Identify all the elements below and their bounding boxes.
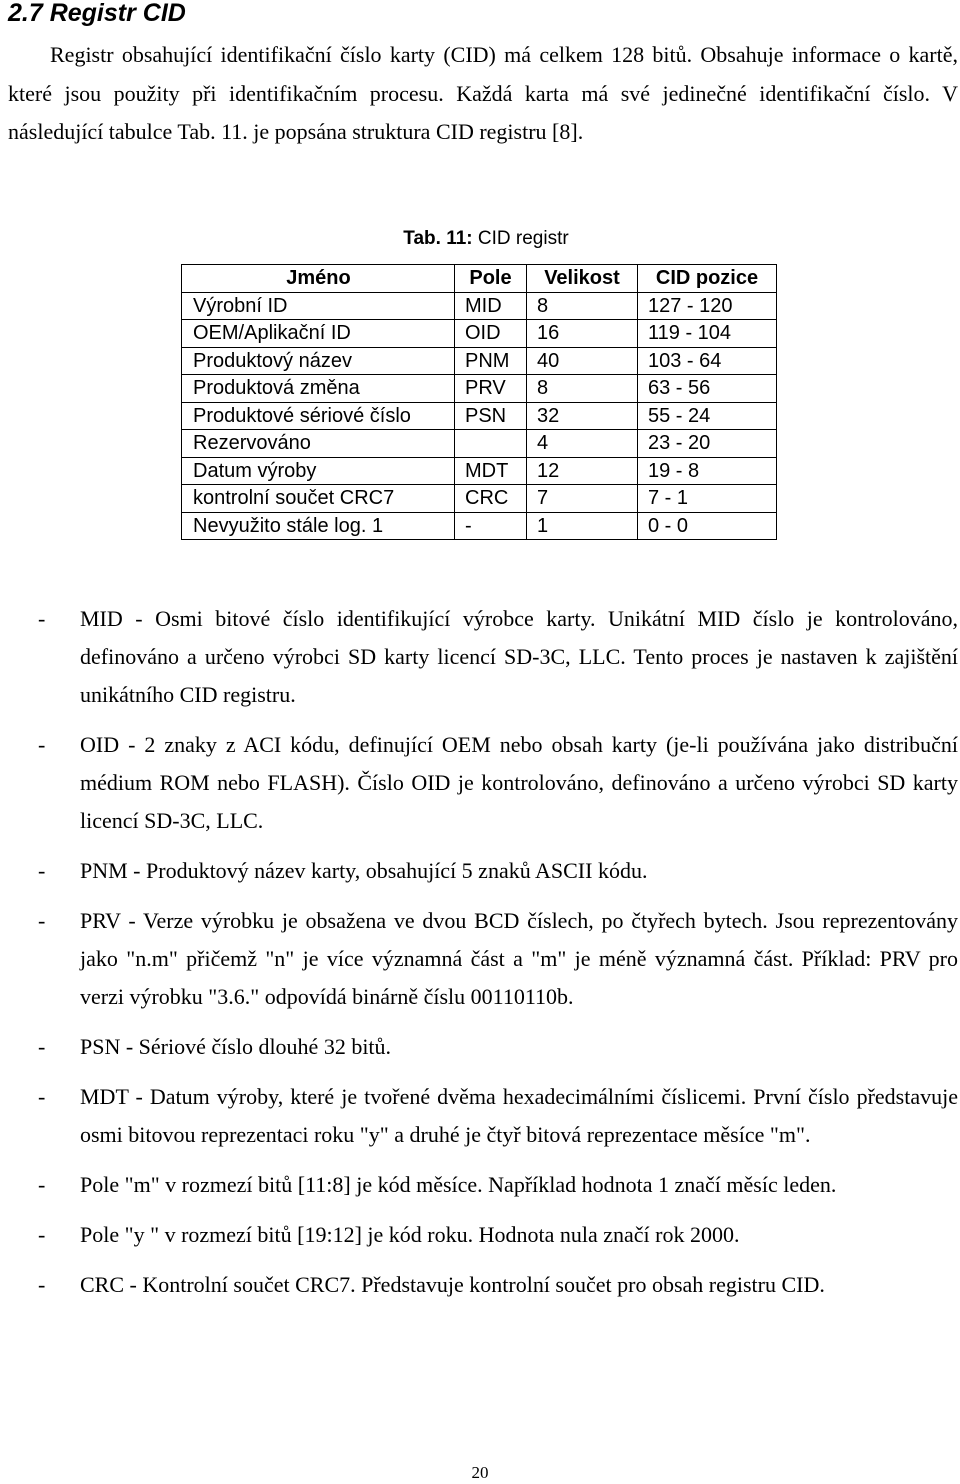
- cell-name: OEM/Aplikační ID: [182, 320, 455, 348]
- field-description-list: [0, 600, 958, 1316]
- table-caption-text: CID registr: [472, 228, 569, 249]
- table-row: [182, 320, 777, 348]
- list-bullet: -: [38, 1272, 46, 1297]
- table-row: [182, 402, 777, 430]
- table-header-row: [182, 265, 777, 293]
- cell-field: PSN: [455, 402, 527, 430]
- list-bullet: -: [38, 1172, 46, 1197]
- table-row: [182, 430, 777, 458]
- list-item: [0, 1166, 958, 1204]
- cell-name: Rezervováno: [182, 430, 455, 458]
- cell-name: kontrolní součet CRC7: [182, 485, 455, 513]
- cell-size: 16: [527, 320, 638, 348]
- cell-size: 4: [527, 430, 638, 458]
- list-bullet: -: [38, 1084, 46, 1109]
- cell-name: Výrobní ID: [182, 292, 455, 320]
- list-bullet: -: [38, 908, 46, 933]
- table-caption: [0, 226, 960, 252]
- header-jmeno: Jméno: [182, 265, 455, 293]
- cell-position: 7 - 1: [638, 485, 777, 513]
- cell-size: 12: [527, 457, 638, 485]
- cell-position: 63 - 56: [638, 375, 777, 403]
- cell-field: OID: [455, 320, 527, 348]
- list-item-text: MID - Osmi bitové číslo identifikující výrobce karty. Unikátní MID číslo je kontrolováno, definováno a určeno výrobci SD karty licencí SD-3C, LLC. Tento proces je nastaven k zajištění unikátního CID registru.: [80, 606, 958, 707]
- cell-name: Produktová změna: [182, 375, 455, 403]
- list-item: [0, 902, 958, 1016]
- section-heading: 2.7 Registr CID: [8, 0, 186, 27]
- cell-size: 32: [527, 402, 638, 430]
- list-item-text: PRV - Verze výrobku je obsažena ve dvou BCD číslech, po čtyřech bytech. Jsou reprezentovány jako "n.m" přičemž "n" je více významná část a "m" je méně významná část. Příklad: PRV pro verzi výrobku "3.6." odpovídá binárně číslu 00110110b.: [80, 908, 958, 1009]
- list-item-text: MDT - Datum výroby, které je tvořené dvěma hexadecimálními číslicemi. První číslo představuje osmi bitovou reprezentaci roku "y" a druhé je čtyř bitová reprezentace měsíce "m".: [80, 1084, 958, 1147]
- cell-size: 8: [527, 292, 638, 320]
- list-item: [0, 726, 958, 840]
- cell-position: 23 - 20: [638, 430, 777, 458]
- list-item-text: Pole "y " v rozmezí bitů [19:12] je kód roku. Hodnota nula značí rok 2000.: [80, 1222, 740, 1247]
- list-item: [0, 1266, 958, 1304]
- header-velikost: Velikost: [527, 265, 638, 293]
- list-item-text: PSN - Sériové číslo dlouhé 32 bitů.: [80, 1034, 392, 1059]
- cell-position: 119 - 104: [638, 320, 777, 348]
- cell-position: 19 - 8: [638, 457, 777, 485]
- table-row: [182, 457, 777, 485]
- list-bullet: -: [38, 1222, 46, 1247]
- table-row: [182, 512, 777, 540]
- table-caption-prefix: Tab. 11:: [403, 228, 473, 249]
- cell-size: 40: [527, 347, 638, 375]
- list-item-text: PNM - Produktový název karty, obsahující 5 znaků ASCII kódu.: [80, 858, 648, 883]
- cell-size: 7: [527, 485, 638, 513]
- list-item-text: Pole "m" v rozmezí bitů [11:8] je kód měsíce. Například hodnota 1 značí měsíc leden.: [80, 1172, 837, 1197]
- list-bullet: -: [38, 1034, 46, 1059]
- cell-field: CRC: [455, 485, 527, 513]
- list-bullet: -: [38, 732, 46, 757]
- list-item: [0, 600, 958, 714]
- list-item: [0, 1028, 958, 1066]
- cell-size: 8: [527, 375, 638, 403]
- list-bullet: -: [38, 606, 46, 631]
- table-row: [182, 292, 777, 320]
- cell-field: [455, 430, 527, 458]
- cell-field: PNM: [455, 347, 527, 375]
- intro-paragraph: Registr obsahující identifikační číslo karty (CID) má celkem 128 bitů. Obsahuje informace o kartě, které jsou použity při identifikačním procesu. Každá karta má své jedinečné identifikační číslo. V následující tabulce Tab. 11. je popsána struktura CID registru [8].: [8, 42, 958, 144]
- cell-position: 103 - 64: [638, 347, 777, 375]
- cell-position: 55 - 24: [638, 402, 777, 430]
- cell-size: 1: [527, 512, 638, 540]
- header-cid-pozice: CID pozice: [638, 265, 777, 293]
- cell-field: MDT: [455, 457, 527, 485]
- table-row: [182, 375, 777, 403]
- page-number: 20: [471, 1463, 489, 1482]
- cell-field: -: [455, 512, 527, 540]
- list-item-text: OID - 2 znaky z ACI kódu, definující OEM nebo obsah karty (je-li používána jako distribuční médium ROM nebo FLASH). Číslo OID je kontrolováno, definováno a určeno výrobci SD karty licencí SD-3C, LLC.: [80, 732, 958, 833]
- table-row: [182, 485, 777, 513]
- cell-field: PRV: [455, 375, 527, 403]
- table-row: [182, 347, 777, 375]
- list-bullet: -: [38, 858, 46, 883]
- cell-field: MID: [455, 292, 527, 320]
- list-item-text: CRC - Kontrolní součet CRC7. Představuje kontrolní součet pro obsah registru CID.: [80, 1272, 825, 1297]
- cell-name: Nevyužito stále log. 1: [182, 512, 455, 540]
- cell-position: 0 - 0: [638, 512, 777, 540]
- list-item: [0, 1216, 958, 1254]
- cell-name: Produktový název: [182, 347, 455, 375]
- list-item: [0, 852, 958, 890]
- list-item: [0, 1078, 958, 1154]
- cell-name: Datum výroby: [182, 457, 455, 485]
- cell-name: Produktové sériové číslo: [182, 402, 455, 430]
- cell-position: 127 - 120: [638, 292, 777, 320]
- cid-register-table: [181, 264, 777, 540]
- header-pole: Pole: [455, 265, 527, 293]
